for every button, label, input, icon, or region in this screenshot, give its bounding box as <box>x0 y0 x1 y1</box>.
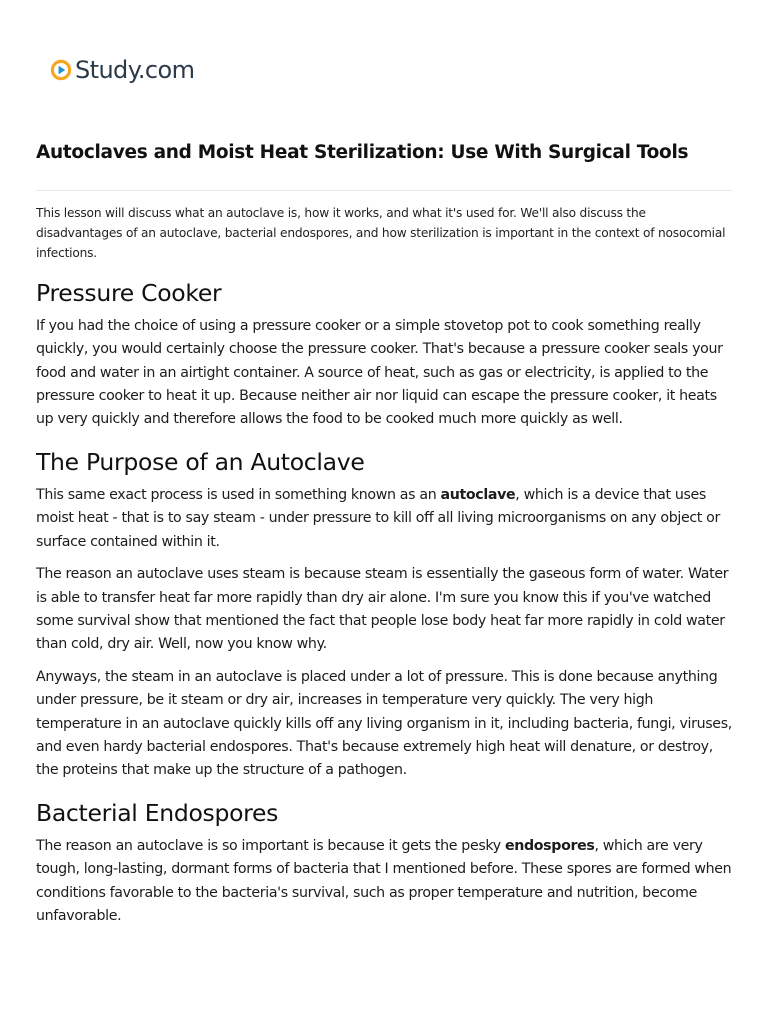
key-term: endospores <box>504 838 595 855</box>
paragraph: If you had the choice of using a pressure cooker or a simple stovetop pot to cook something really quickly, you would certainly choose the pressure cooker. That's because a pressure cooker seals your food and water in an airtight container. A source of heat, such as gas or electricity, is applied to the pressure cooker to heat it up. Because neither air nor liquid can escape the pressure cooker, it heats up very quickly and therefore allows the food to be cooked much more quickly as well. <box>36 318 723 428</box>
section-heading: The Purpose of an Autoclave <box>36 447 365 476</box>
brand-name: Study.com <box>75 56 195 84</box>
paragraph: The reason an autoclave uses steam is because steam is essentially the gaseous form of water. Water is able to transfer heat far more rapidly than dry air alone. I'm sure you know this if you've watched some survival show that mentioned the fact that people lose body heat far more rapidly in cold water than cold, dry air. Well, now you know why. <box>36 566 729 653</box>
section-bacterial-endospores <box>36 796 736 928</box>
play-logo-icon <box>50 59 72 81</box>
section-heading: Bacterial Endospores <box>36 799 279 828</box>
section-heading: Pressure Cooker <box>36 279 222 307</box>
study-logo[interactable] <box>50 56 194 84</box>
paragraph: This same exact process is used in something known as an autoclave, which is a device that uses moist heat - that is to say steam - under pressure to kill off all living microorganisms on any object or surface contained within it. <box>36 486 720 550</box>
paragraph: The reason an autoclave is so important is because it gets the pesky endospores, which are very tough, long-lasting, dormant forms of bacteria that I mentioned before. These spores are formed when conditions favorable to the bacteria's survival, such as proper temperature and nutrition, become unfavorable. <box>36 838 732 924</box>
key-term: autoclave <box>440 486 516 503</box>
lesson-intro: This lesson will discuss what an autoclave is, how it works, and what it's used for. We'll also discuss the disadvantages of an autoclave, bacterial endospores, and how sterilization is important in the context of nosocomial infections. <box>36 206 726 260</box>
paragraph: Anyways, the steam in an autoclave is placed under a lot of pressure. This is done because anything under pressure, be it steam or dry air, increases in temperature very quickly. The very high temperature in an autoclave quickly kills off any living organism in it, including bacteria, fungi, viruses, and even hardy bacterial endospores. That's because extremely high heat will denature, or destroy, the proteins that make up the structure of a pathogen. <box>36 669 732 779</box>
title-divider <box>36 190 732 191</box>
lesson-content <box>36 276 736 938</box>
section-pressure-cooker <box>36 276 736 431</box>
section-purpose-of-autoclave <box>36 445 736 783</box>
lesson-title: Autoclaves and Moist Heat Sterilization: Use With Surgical Tools <box>36 142 689 163</box>
